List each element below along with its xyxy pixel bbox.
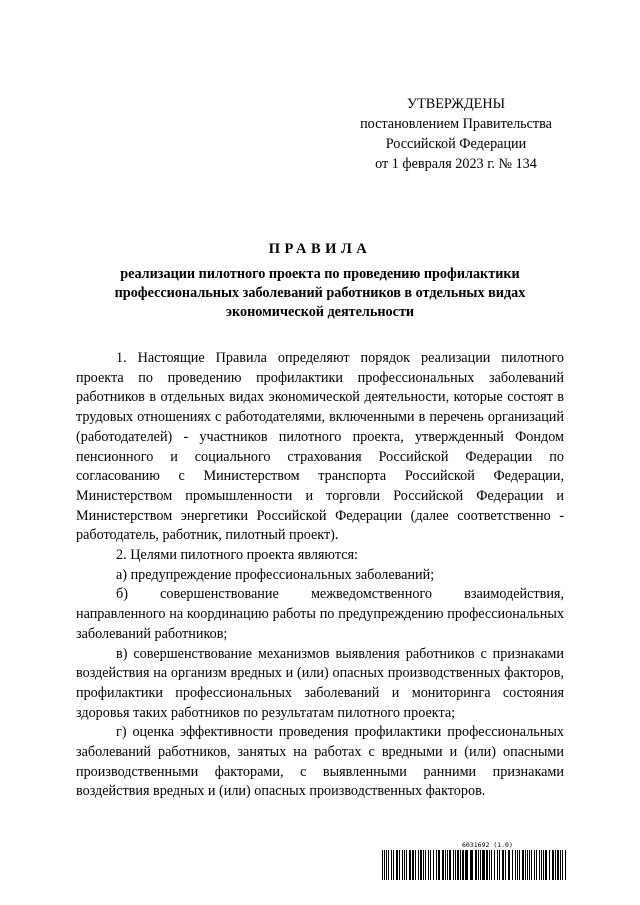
barcode-bar [409, 850, 411, 880]
barcode-bar [442, 850, 444, 880]
barcode-bar [508, 850, 510, 880]
item-a: а) предупреждение профессиональных заболеваний; [116, 566, 435, 583]
barcode-bar [505, 850, 506, 880]
barcode-bars-icon [382, 850, 568, 880]
barcode-bar [423, 850, 424, 880]
approval-date-number: от 1 февраля 2023 г. № 134 [375, 156, 537, 172]
barcode-bar [478, 850, 479, 880]
subtitle-line-3: экономической деятельности [225, 304, 415, 320]
barcode-bar [462, 850, 464, 880]
barcode-bar [449, 850, 451, 880]
barcode-bar [489, 850, 490, 880]
approval-block [340, 94, 572, 174]
barcode-bar [475, 850, 477, 880]
subtitle-line-1: реализации пилотного проекта по проведению профилактики [120, 266, 520, 282]
barcode-bar [560, 850, 561, 880]
approval-heading: УТВЕРЖДЕНЫ [407, 96, 505, 112]
barcode-bar [486, 850, 488, 880]
barcode-bar [549, 850, 550, 880]
barcode-bar [447, 850, 448, 880]
barcode-bar [453, 850, 454, 880]
barcode-bar [382, 850, 383, 880]
item-b: б) совершенствование межведомственного взаимодействия, направленного на координацию работы по предупреждению профессиональных заболеваний работников; [76, 586, 564, 642]
document-body [76, 349, 564, 802]
barcode-bar [517, 850, 518, 880]
barcode-bar [428, 850, 429, 880]
barcode-bar [502, 850, 504, 880]
barcode-bar [433, 850, 434, 880]
barcode-bar [425, 850, 426, 880]
barcode-bar [494, 850, 495, 880]
paragraph-2: 2. Целями пилотного проекта являются: [116, 547, 358, 564]
barcode-bar [522, 850, 524, 880]
barcode-bar [430, 850, 431, 880]
barcode-bar [388, 850, 389, 880]
document-subtitle [90, 265, 550, 322]
barcode-bar [531, 850, 532, 880]
barcode-bar [512, 850, 513, 880]
barcode-bar [545, 850, 547, 880]
item-c: в) совершенствование механизмов выявления работников с признаками воздействия на организм вредных и (или) опасных производственных факторов, профилактики профессиональных заболеваний и мониторинга состояния здоровья таких работников по результатам пилотного проекта; [76, 645, 564, 721]
barcode-bar [420, 850, 422, 880]
barcode-bar [543, 850, 544, 880]
barcode-bar [482, 850, 485, 880]
barcode-bar [465, 850, 468, 880]
barcode-bar [499, 850, 500, 880]
barcode-bar [480, 850, 481, 880]
barcode-bar [557, 850, 559, 880]
barcode-bar [534, 850, 535, 880]
barcode-label: 6031692 (1.0) [462, 841, 513, 849]
barcode-bar [515, 850, 516, 880]
barcode [382, 841, 568, 881]
barcode-bar [438, 850, 440, 880]
barcode-bar [536, 850, 537, 880]
barcode-bar [541, 850, 542, 880]
barcode-bar [396, 850, 398, 880]
barcode-bar [384, 850, 385, 880]
barcode-bar [497, 850, 498, 880]
barcode-bar [436, 850, 437, 880]
item-d: г) оценка эффективности проведения профилактики профессиональных заболеваний работников, занятых на работах с вредными и (или) опасными производственными факторами, с выявленными ранними признаками воздействия вредных и (или) опасных производственных факторов. [76, 724, 564, 800]
barcode-bar [415, 850, 416, 880]
barcode-bar [470, 850, 473, 880]
barcode-bar [399, 850, 400, 880]
barcode-bar [418, 850, 419, 880]
barcode-bar [527, 850, 528, 880]
barcode-bar [412, 850, 414, 880]
barcode-bar [445, 850, 446, 880]
barcode-bar [552, 850, 554, 880]
barcode-bar [391, 850, 392, 880]
barcode-bar [565, 850, 566, 880]
barcode-bar [406, 850, 407, 880]
barcode-bar [529, 850, 530, 880]
barcode-bar [402, 850, 403, 880]
barcode-bar [555, 850, 556, 880]
barcode-bar [404, 850, 405, 880]
barcode-bar [525, 850, 526, 880]
barcode-bar [457, 850, 459, 880]
barcode-bar [393, 850, 394, 880]
subtitle-line-2: профессиональных заболеваний работников в отдельных видах [114, 285, 526, 301]
barcode-bar [455, 850, 456, 880]
approval-resolution-line: постановлением Правительства [360, 116, 552, 132]
barcode-bar [539, 850, 540, 880]
barcode-bar [491, 850, 492, 880]
barcode-bar [386, 850, 387, 880]
barcode-bar [562, 850, 563, 880]
barcode-bar [460, 850, 461, 880]
paragraph-1: 1. Настоящие Правила определяют порядок реализации пилотного проекта по проведению профилактики профессиональных заболеваний работников в отдельных видах экономической деятельности, которые состоят в трудовых отношениях с работодателями, включенными в перечень организаций (работодателей) - участников пилотного проекта, утвержденный Фондом пенсионного и социального страхования Российской Федерации по согласованию с Министерством транспорта Российской Федерации, Министерством промышленности и торговли Российской Федерации и Министерством энергетики Российской Федерации (далее соответственно - работодатель, работник, пилотный проект). [76, 350, 564, 544]
approval-federation-line: Российской Федерации [385, 136, 527, 152]
document-title: ПРАВИЛА [268, 241, 372, 257]
barcode-bar [519, 850, 520, 880]
